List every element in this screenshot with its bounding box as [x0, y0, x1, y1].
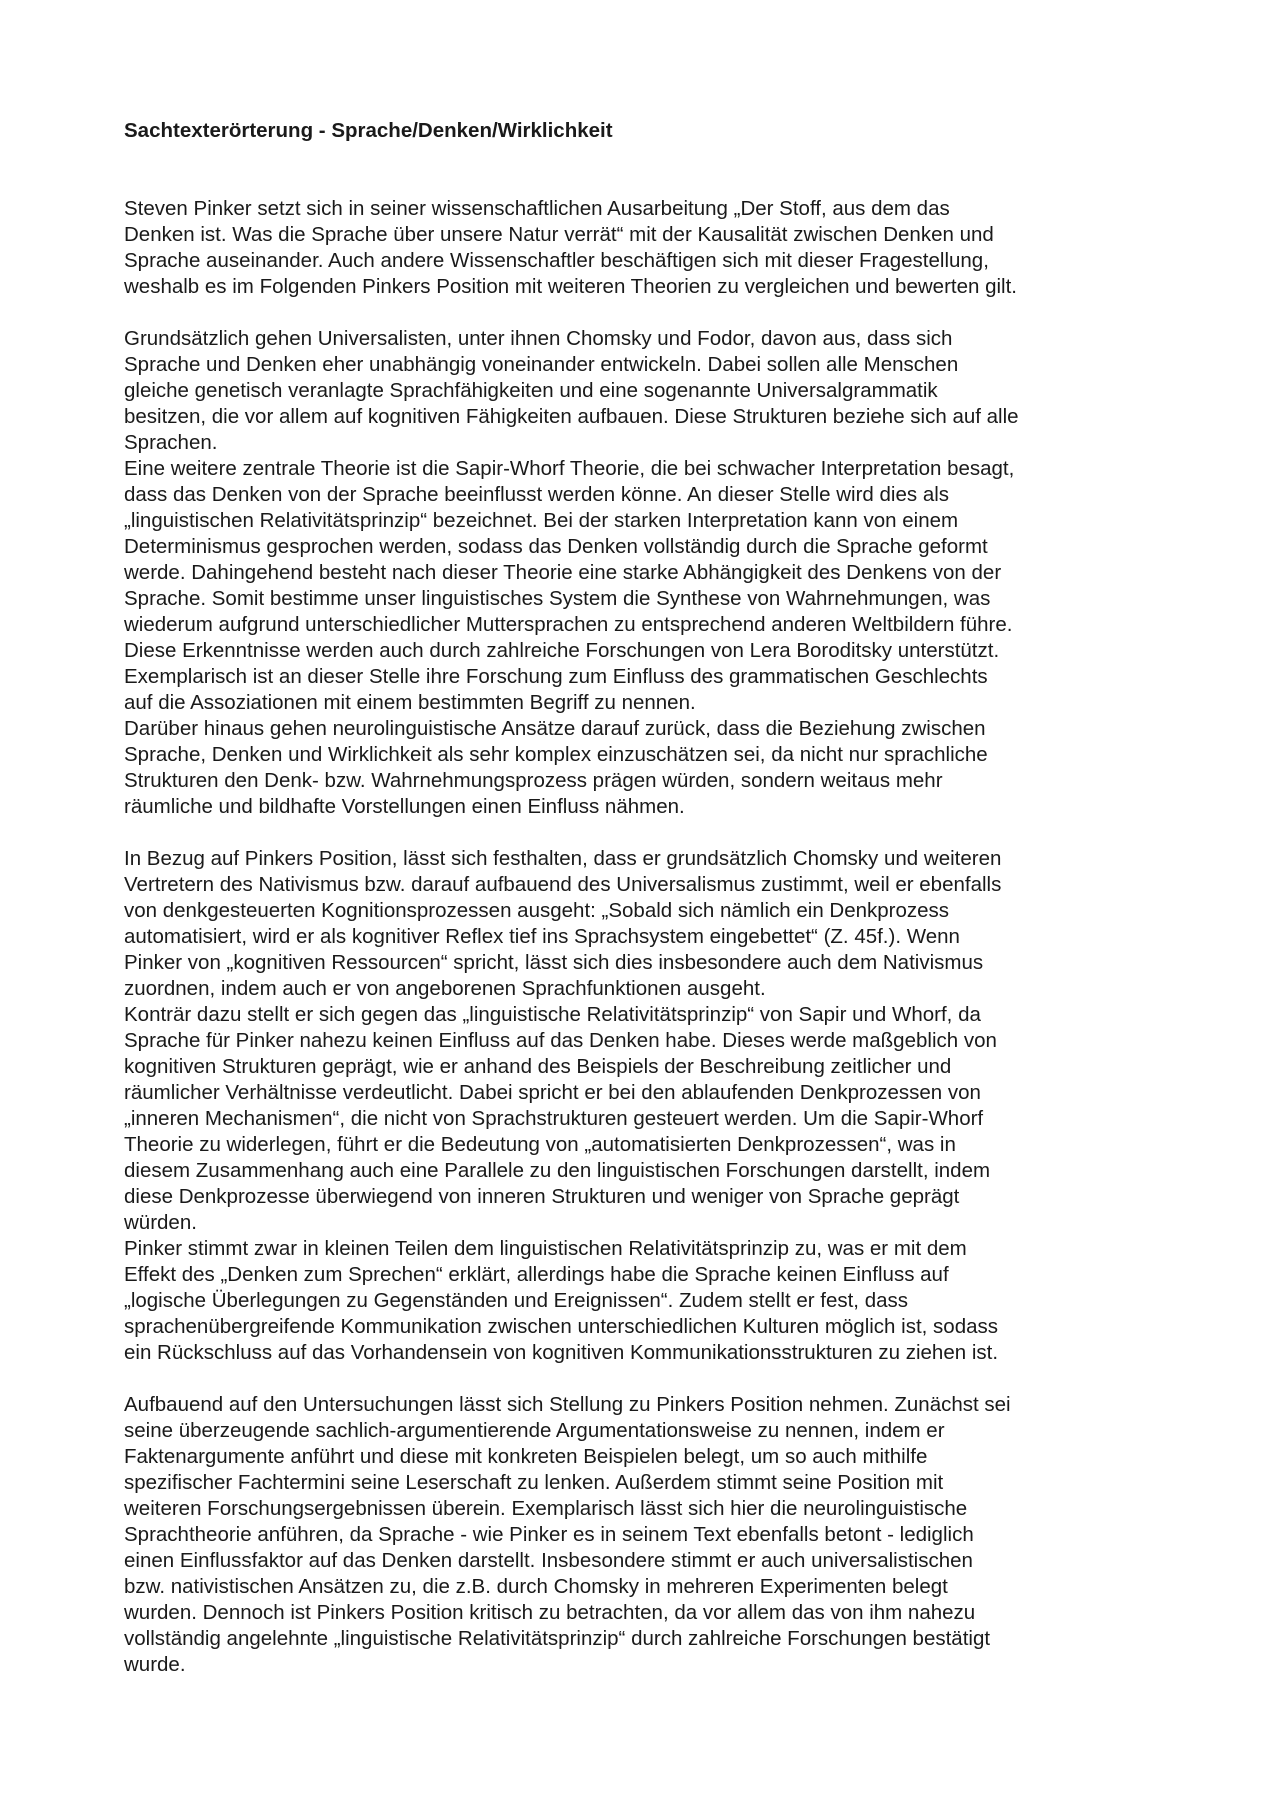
paragraph-universalists: Grundsätzlich gehen Universalisten, unter ihnen Chomsky und Fodor, davon aus, dass sich Sprache und Denken eher unabhängig voneinander entwickeln. Dabei sollen alle Menschen gleiche genetisch veranlagte Sprachfähigkeiten und eine sogenannte Universalgrammatik besitzen, die vor allem auf kognitiven Fähigkeiten aufbauen. Diese Strukturen beziehe sich auf alle Sprachen. — [124, 327, 1019, 454]
paragraph-neurolinguistics: Darüber hinaus gehen neurolinguistische Ansätze darauf zurück, dass die Beziehung zwischen Sprache, Denken und Wirklichkeit als sehr komplex einzuschätzen sei, da nicht nur sprachliche Strukturen den Denk- bzw. Wahrnehmungsprozess prägen würden, sondern weitaus mehr räumliche und bildhafte Vorstellungen einen Einfluss nähmen. — [124, 717, 988, 818]
paragraph-introduction: Steven Pinker setzt sich in seiner wissenschaftlichen Ausarbeitung „Der Stoff, aus dem das Denken ist. Was die Sprache über unsere Natur verrät“ mit der Kausalität zwischen Denken und Sprache auseinander. Auch andere Wissenschaftler beschäftigen sich mit dieser Fragestellung, weshalb es im Folgenden Pinkers Position mit weiteren Theorien zu vergleichen und bewerten gilt. — [124, 197, 1017, 298]
paragraph-sapir-whorf: Eine weitere zentrale Theorie ist die Sapir-Whorf Theorie, die bei schwacher Interpretation besagt, dass das Denken von der Sprache beeinflusst werden könne. An dieser Stelle wird dies als „linguistischen Relativitätsprinzip“ bezeichnet. Bei der starken Interpretation kann von einem Determinismus gesprochen werden, sodass das Denken vollständig durch die Sprache geformt werde. Dahingehend besteht nach dieser Theorie eine starke Abhängigkeit des Denkens von der Sprache. Somit bestimme unser linguistisches System die Synthese von Wahrnehmungen, was wiederum aufgrund unterschiedlicher Muttersprachen zu entsprechend anderen Weltbildern führe. Diese Erkenntnisse werden auch durch zahlreiche Forschungen von Lera Boroditsky unterstützt. Exemplarisch ist an dieser Stelle ihre Forschung zum Einfluss des grammatischen Geschlechts auf die Assoziationen mit einem bestimmten Begriff zu nennen. — [124, 457, 1015, 714]
paragraph-pinker-contra-relativity: Konträr dazu stellt er sich gegen das „linguistische Relativitätsprinzip“ von Sapir und Whorf, da Sprache für Pinker nahezu keinen Einfluss auf das Denken habe. Dieses werde maßgeblich von kognitiven Strukturen geprägt, wie er anhand des Beispiels der Beschreibung zeitlicher und räumlicher Verhältnisse verdeutlicht. Dabei spricht er bei den ablaufenden Denkprozessen von „inneren Mechanismen“, die nicht von Sprachstrukturen gesteuert werden. Um die Sapir-Whorf Theorie zu widerlegen, führt er die Bedeutung von „automatisierten Denkprozessen“, was in diesem Zusammenhang auch eine Parallele zu den linguistischen Forschungen darstellt, indem diese Denkprozesse überwiegend von inneren Strukturen und weniger von Sprache geprägt würden. — [124, 1003, 997, 1234]
paragraph-pinker-nativism: In Bezug auf Pinkers Position, lässt sich festhalten, dass er grundsätzlich Chomsky und weiteren Vertretern des Nativismus bzw. darauf aufbauend des Universalismus zustimmt, weil er ebenfalls von denkgesteuerten Kognitionsprozessen ausgeht: „Sobald sich nämlich ein Denkprozess automatisiert, wird er als kognitiver Reflex tief ins Sprachsystem eingebettet“ (Z. 45f.). Wenn Pinker von „kognitiven Ressourcen“ spricht, lässt sich dies insbesondere auch dem Nativismus zuordnen, indem auch er von angeborenen Sprachfunktionen ausgeht. — [124, 847, 1002, 1000]
paragraph-evaluation: Aufbauend auf den Untersuchungen lässt sich Stellung zu Pinkers Position nehmen. Zunächst sei seine überzeugende sachlich-argumentierende Argumentationsweise zu nennen, indem er Faktenargumente anführt und diese mit konkreten Beispielen belegt, um so auch mithilfe spezifischer Fachtermini seine Leserschaft zu lenken. Außerdem stimmt seine Position mit weiteren Forschungsergebnissen überein. Exemplarisch lässt sich hier die neurolinguistische Sprachtheorie anführen, da Sprache - wie Pinker es in seinem Text ebenfalls betont - lediglich einen Einflussfaktor auf das Denken darstellt. Insbesondere stimmt er auch universalistischen bzw. nativistischen Ansätzen zu, die z.B. durch Chomsky in mehreren Experimenten belegt wurden. Dennoch ist Pinkers Position kritisch zu betrachten, da vor allem das von ihm nahezu vollständig angelehnte „linguistische Relativitätsprinzip“ durch zahlreiche Forschungen bestätigt wurde. — [124, 1393, 1011, 1676]
paragraph-pinker-partial-agreement: Pinker stimmt zwar in kleinen Teilen dem linguistischen Relativitätsprinzip zu, was er mit dem Effekt des „Denken zum Sprechen“ erklärt, allerdings habe die Sprache keinen Einfluss auf „logische Überlegungen zu Gegenständen und Ereignissen“. Zudem stellt er fest, dass sprachenübergreifende Kommunikation zwischen unterschiedlichen Kulturen möglich ist, sodass ein Rückschluss auf das Vorhandensein von kognitiven Kommunikationsstrukturen zu ziehen ist. — [124, 1237, 999, 1364]
document-page — [124, 118, 1164, 1678]
document-title: Sachtexterörterung - Sprache/Denken/Wirklichkeit — [124, 119, 613, 142]
